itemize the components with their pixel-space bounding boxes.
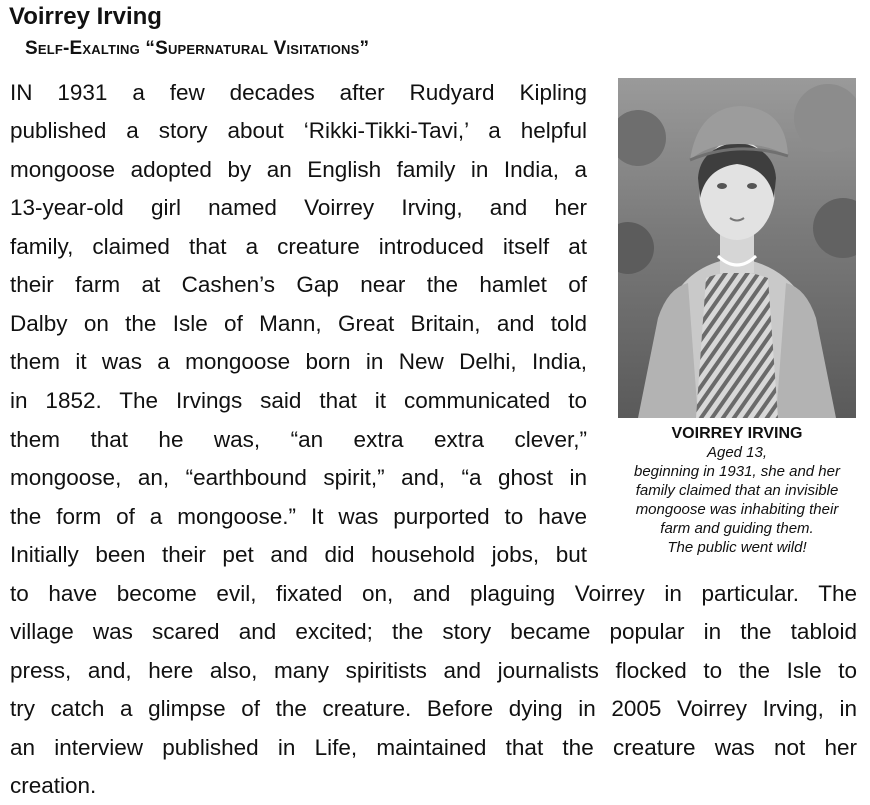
body-line: Initially been their pet and did household jobs, but [10, 542, 587, 567]
body-line: published a story about ‘Rikki-Tikki-Tavi,’ a helpful [10, 118, 587, 143]
article-subtitle: Self-Exalting “Supernatural Visitations” [25, 38, 370, 59]
caption-line: beginning in 1931, she and her [633, 463, 840, 480]
body-line: their farm at Cashen’s Gap near the hamlet of [10, 272, 587, 297]
article-title: Voirrey Irving [9, 3, 162, 30]
body-line: village was scared and excited; the story became popular in the tabloid [10, 619, 857, 644]
body-line: Dalby on the Isle of Mann, Great Britain, and told [10, 311, 587, 336]
portrait-photo [618, 78, 856, 418]
caption-line: family claimed that an invisible [635, 482, 839, 499]
body-line: family, claimed that a creature introduced itself at [10, 234, 587, 259]
photo-caption [606, 424, 868, 557]
portrait-illustration [618, 78, 856, 418]
caption-line: farm and guiding them. [660, 520, 814, 537]
caption-name: VOIRREY IRVING [671, 425, 803, 442]
body-line: try catch a glimpse of the creature. Before dying in 2005 Voirrey Irving, in [10, 696, 857, 721]
caption-line: mongoose was inhabiting their [635, 501, 839, 518]
body-line: an interview published in Life, maintained that the creature was not her [10, 735, 857, 760]
body-line: IN 1931 a few decades after Rudyard Kipling [10, 80, 587, 105]
body-line: mongoose, an, “earthbound spirit,” and, “a ghost in [10, 465, 587, 490]
body-line: creation. [10, 773, 97, 798]
caption-line: Aged 13, [706, 444, 768, 461]
body-line: them it was a mongoose born in New Delhi, India, [10, 349, 587, 374]
body-line: mongoose adopted by an English family in India, a [10, 157, 587, 182]
body-line: them that he was, “an extra extra clever,” [10, 427, 587, 452]
body-line: press, and, here also, many spiritists and journalists flocked to the Isle to [10, 658, 857, 683]
caption-line: The public went wild! [667, 539, 807, 556]
body-line: in 1852. The Irvings said that it communicated to [10, 388, 587, 413]
body-line: to have become evil, fixated on, and plaguing Voirrey in particular. The [10, 581, 857, 606]
body-line: 13-year-old girl named Voirrey Irving, and her [10, 195, 587, 220]
body-line: the form of a mongoose.” It was purported to have [10, 504, 587, 529]
